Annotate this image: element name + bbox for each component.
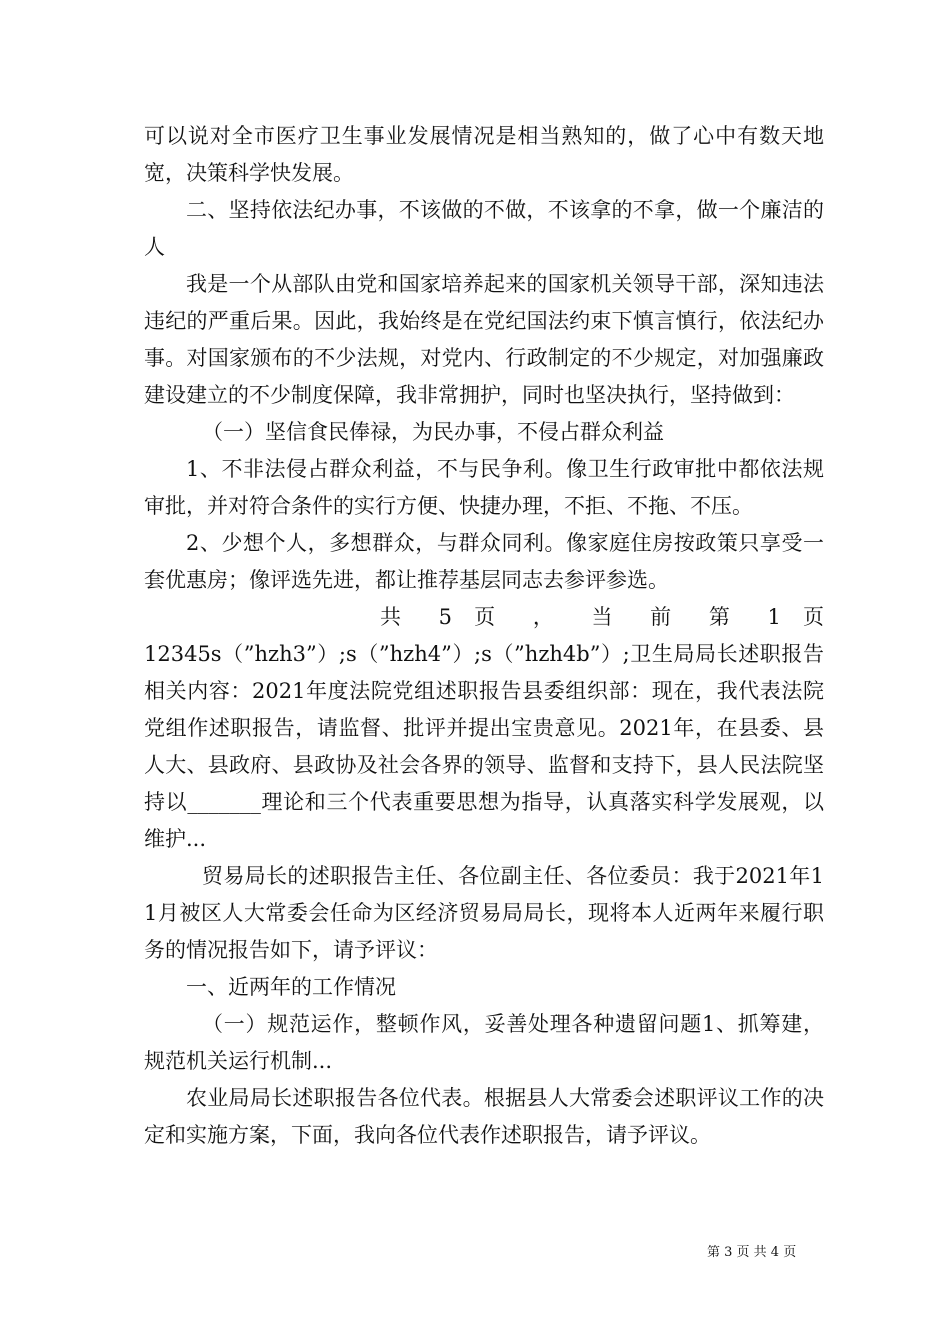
list-item-1: 1、不非法侵占群众利益，不与民争利。像卫生行政审批中都依法规审批，并对符合条件的实行方便、快捷办理，不拒、不拖、不压。 xyxy=(144,457,824,518)
agriculture-report-paragraph: 农业局局长述职报告各位代表。根据县人大常委会述职评议工作的决定和实施方案，下面，我向各位代表作述职报告，请予评议。 xyxy=(144,1086,824,1147)
trade-report-paragraph: 贸易局长的述职报告主任、各位副主任、各位委员：我于2021年11月被区人大常委会任命为区经济贸易局局长，现将本人近两年来履行职务的情况报告如下，请予评议： xyxy=(144,864,824,962)
page-indicator: 共 5 页 ， 当 前 第 1 页 xyxy=(380,605,824,629)
section-heading-2: 二、坚持依法纪办事，不该做的不做，不该拿的不拿，做一个廉洁的人 xyxy=(144,198,824,259)
page-footer: 第 3 页 共 4 页 xyxy=(707,1245,797,1260)
subsection-heading-standardize: （一）规范运作，整顿作风，妥善处理各种遗留问题1、抓筹建，规范机关运行机制... xyxy=(144,1012,824,1073)
section-heading-work: 一、近两年的工作情况 xyxy=(186,975,396,999)
list-item-2: 2、少想个人，多想群众，与群众同利。像家庭住房按政策只享受一套优惠房；像评选先进，都让推荐基层同志去参评参选。 xyxy=(144,531,824,592)
related-content-paragraph: 12345s（”hzh3”）;s（”hzh4”）;s（”hzh4b”）;卫生局局长述职报告相关内容：2021年度法院党组述职报告县委组织部：现在，我代表法院党组作述职报告，请监督、批评并提出宝贵意见。2021年，在县委、县人大、县政府、县政协及社会各界的领导、监督和支持下，县人民法院坚持以_______理论和三个代表重要思想为指导，认真落实科学发展观，以维护... xyxy=(144,642,824,851)
paragraph-1: 可以说对全市医疗卫生事业发展情况是相当熟知的，做了心中有数天地宽，决策科学快发展。 xyxy=(144,124,824,185)
document-body xyxy=(144,118,824,1154)
paragraph-3: 我是一个从部队由党和国家培养起来的国家机关领导干部，深知违法违纪的严重后果。因此，我始终是在党纪国法约束下慎言慎行，依法纪办事。对国家颁布的不少法规，对党内、行政制定的不少规定，对加强廉政建设建立的不少制度保障，我非常拥护，同时也坚决执行，坚持做到： xyxy=(144,272,824,407)
subsection-heading-1: （一）坚信食民俸禄，为民办事，不侵占群众利益 xyxy=(202,420,664,444)
